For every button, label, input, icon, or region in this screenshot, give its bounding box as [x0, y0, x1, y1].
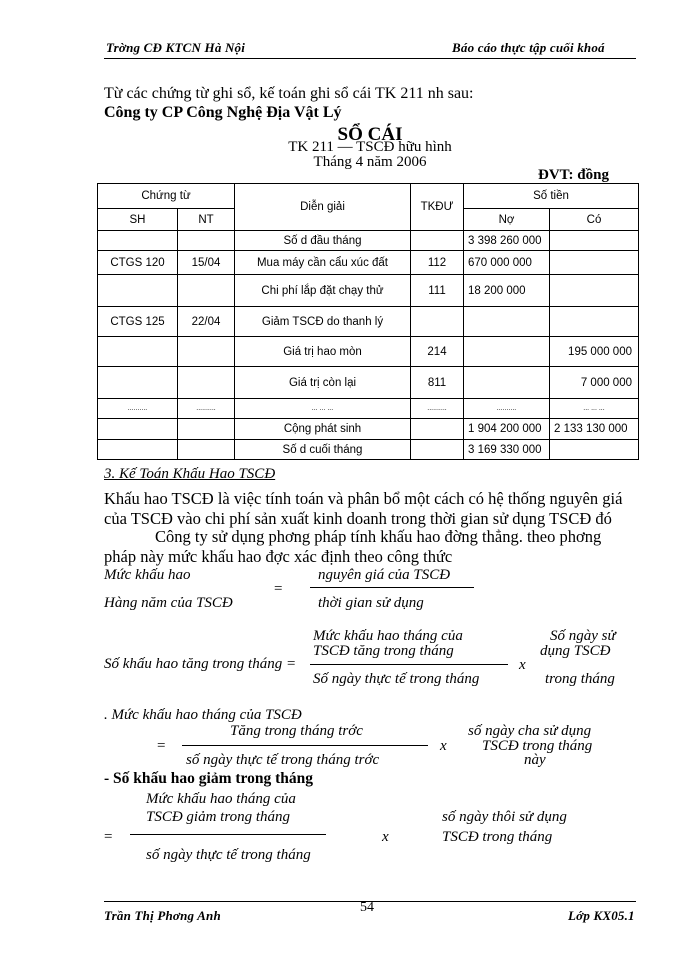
formula4-numerator-1: Mức khấu hao tháng của [146, 791, 296, 807]
formula2-fraction-bar [310, 664, 508, 665]
cell-tk: .......... [411, 399, 464, 419]
table-row [98, 275, 639, 307]
header-nt: NT [178, 209, 235, 231]
cell-tk [411, 440, 464, 460]
cell-credit [550, 251, 639, 275]
cell-sh [98, 231, 178, 251]
cell-nt: 15/04 [178, 251, 235, 275]
cell-desc: Chi phí lắp đặt chạy thử [235, 275, 411, 307]
formula1-lhs-top: Mức khấu hao [104, 567, 191, 583]
formula1-lhs-bottom: Hàng năm của TSCĐ [104, 595, 233, 611]
paragraph-line: Khấu hao TSCĐ là việc tính toán và phân bổ một cách có hệ thống nguyên giá [104, 489, 623, 508]
formula2-right-1: Số ngày sử [550, 628, 616, 644]
paragraph-line: của TSCĐ vào chi phí sản xuất kinh doanh trong thời gian sử dụng TSCĐ đó [104, 509, 612, 528]
cell-sh: .......... [98, 399, 178, 419]
formula3-right-3: này [524, 752, 546, 768]
cell-sh: CTGS 120 [98, 251, 178, 275]
formula3-denominator: số ngày thực tế trong tháng trớc [186, 752, 380, 768]
cell-desc: Giá trị còn lại [235, 367, 411, 399]
table-row [98, 367, 639, 399]
cell-tk: 214 [411, 337, 464, 367]
formula1-fraction-bar [310, 587, 474, 588]
header-sh: SH [98, 209, 178, 231]
cell-desc: Giá trị hao mòn [235, 337, 411, 367]
cell-desc: Số d cuối tháng [235, 440, 411, 460]
header-report-title: Báo cáo thực tập cuối khoá [452, 40, 605, 55]
cell-credit [550, 440, 639, 460]
cell-credit [550, 231, 639, 251]
formula2-numerator-1: Mức khấu hao tháng của [313, 628, 463, 644]
formula3-right-2: TSCĐ trong tháng [482, 738, 593, 754]
cell-credit [550, 275, 639, 307]
cell-debit [464, 367, 550, 399]
formula4-right-2: TSCĐ trong tháng [442, 829, 553, 845]
formula4-times: x [382, 829, 389, 845]
cell-sh [98, 337, 178, 367]
cell-nt: .......... [178, 399, 235, 419]
cell-tk: 111 [411, 275, 464, 307]
cell-debit: 18 200 000 [464, 275, 550, 307]
cell-tk: 811 [411, 367, 464, 399]
table-row [98, 440, 639, 460]
cell-tk [411, 307, 464, 337]
ledger-account: TK 211 — TSCĐ hữu hình [288, 139, 452, 155]
cell-tk: 112 [411, 251, 464, 275]
formula3-lead: . Mức khấu hao tháng của TSCĐ [104, 707, 302, 723]
header-school: Trờng CĐ KTCN Hà Nội [106, 40, 246, 55]
header-credit: Có [550, 209, 639, 231]
table-row [98, 307, 639, 337]
formula3-numerator: Tăng trong tháng trớc [230, 723, 363, 739]
cell-nt [178, 440, 235, 460]
formula4-right-1: số ngày thôi sử dụng [442, 809, 567, 825]
cell-debit: .......... [464, 399, 550, 419]
cell-credit: 195 000 000 [550, 337, 639, 367]
cell-desc: Giảm TSCĐ do thanh lý [235, 307, 411, 337]
formula4-denominator: số ngày thực tế trong tháng [146, 847, 311, 863]
formula2-numerator-2: TSCĐ tăng trong tháng [313, 643, 454, 659]
header-description: Diễn giải [235, 184, 411, 231]
ledger-table [97, 183, 639, 460]
formula3-times: x [440, 738, 447, 754]
cell-credit: ... ... ... [550, 399, 639, 419]
formula4-fraction-bar [130, 834, 326, 835]
header-amount: Số tiền [464, 184, 639, 209]
ledger-title: SỔ CÁI [337, 124, 403, 145]
unit-label: ĐVT: đồng [538, 167, 609, 183]
cell-tk [411, 231, 464, 251]
cell-nt [178, 275, 235, 307]
table-row [98, 231, 639, 251]
formula1-equals: = [274, 581, 283, 597]
cell-sh [98, 419, 178, 440]
paragraph-line: Công ty sử dụng phơng pháp tính khấu hao đờng thẳng. theo phơng [155, 527, 602, 546]
formula3-equals: = [157, 738, 166, 754]
cell-nt: 22/04 [178, 307, 235, 337]
cell-sh [98, 367, 178, 399]
cell-sh [98, 440, 178, 460]
formula3-fraction-bar [182, 745, 428, 746]
table-row [98, 251, 639, 275]
cell-debit: 1 904 200 000 [464, 419, 550, 440]
formula2-right-2: dụng TSCĐ [540, 643, 611, 659]
cell-desc: Mua máy cần cẩu xúc đất [235, 251, 411, 275]
table-row [98, 337, 639, 367]
formula2-denominator: Số ngày thực tế trong tháng [313, 671, 480, 687]
formula4-heading: - Số khấu hao giảm trong tháng [104, 770, 314, 787]
cell-debit [464, 337, 550, 367]
header-debit: Nợ [464, 209, 550, 231]
header-tkdu: TKĐƯ [411, 184, 464, 231]
formula3-right-1: số ngày cha sử dụng [468, 723, 592, 739]
cell-nt [178, 337, 235, 367]
cell-nt [178, 231, 235, 251]
cell-desc: Số d đầu tháng [235, 231, 411, 251]
section-heading: 3. Kế Toán Khấu Hao TSCĐ [104, 466, 276, 482]
formula1-denominator: thời gian sử dụng [318, 595, 424, 611]
formula2-lhs: Số khấu hao tăng trong tháng = [104, 656, 297, 672]
formula2-times: x [519, 657, 526, 673]
cell-credit: 7 000 000 [550, 367, 639, 399]
cell-debit: 3 169 330 000 [464, 440, 550, 460]
formula4-equals: = [104, 829, 113, 845]
ledger-period: Tháng 4 năm 2006 [313, 154, 427, 170]
table-row [98, 419, 639, 440]
footer-author: Trần Thị Phơng Anh [104, 908, 221, 923]
cell-debit: 3 398 260 000 [464, 231, 550, 251]
cell-nt [178, 367, 235, 399]
intro-line: Từ các chứng từ ghi sổ, kế toán ghi sổ cái TK 211 nh sau: [104, 85, 474, 102]
formula4-numerator-2: TSCĐ giảm trong tháng [146, 809, 291, 825]
cell-sh: CTGS 125 [98, 307, 178, 337]
page-number: 54 [360, 900, 374, 915]
company-name: Công ty CP Công Nghệ Địa Vật Lý [104, 104, 342, 121]
cell-debit [464, 307, 550, 337]
cell-tk [411, 419, 464, 440]
cell-sh [98, 275, 178, 307]
paragraph-line: pháp này mức khấu hao đợc xác định theo công thức [104, 547, 453, 566]
cell-desc: ... ... ... [235, 399, 411, 419]
cell-debit: 670 000 000 [464, 251, 550, 275]
header-voucher: Chứng từ [98, 184, 235, 209]
formula2-right-3: trong tháng [545, 671, 615, 687]
cell-nt [178, 419, 235, 440]
formula1-numerator: nguyên giá của TSCĐ [318, 567, 451, 583]
footer-class: Lớp KX05.1 [568, 908, 635, 923]
cell-credit [550, 307, 639, 337]
cell-credit: 2 133 130 000 [550, 419, 639, 440]
table-row [98, 399, 639, 419]
header-rule [104, 58, 636, 59]
cell-desc: Cộng phát sinh [235, 419, 411, 440]
